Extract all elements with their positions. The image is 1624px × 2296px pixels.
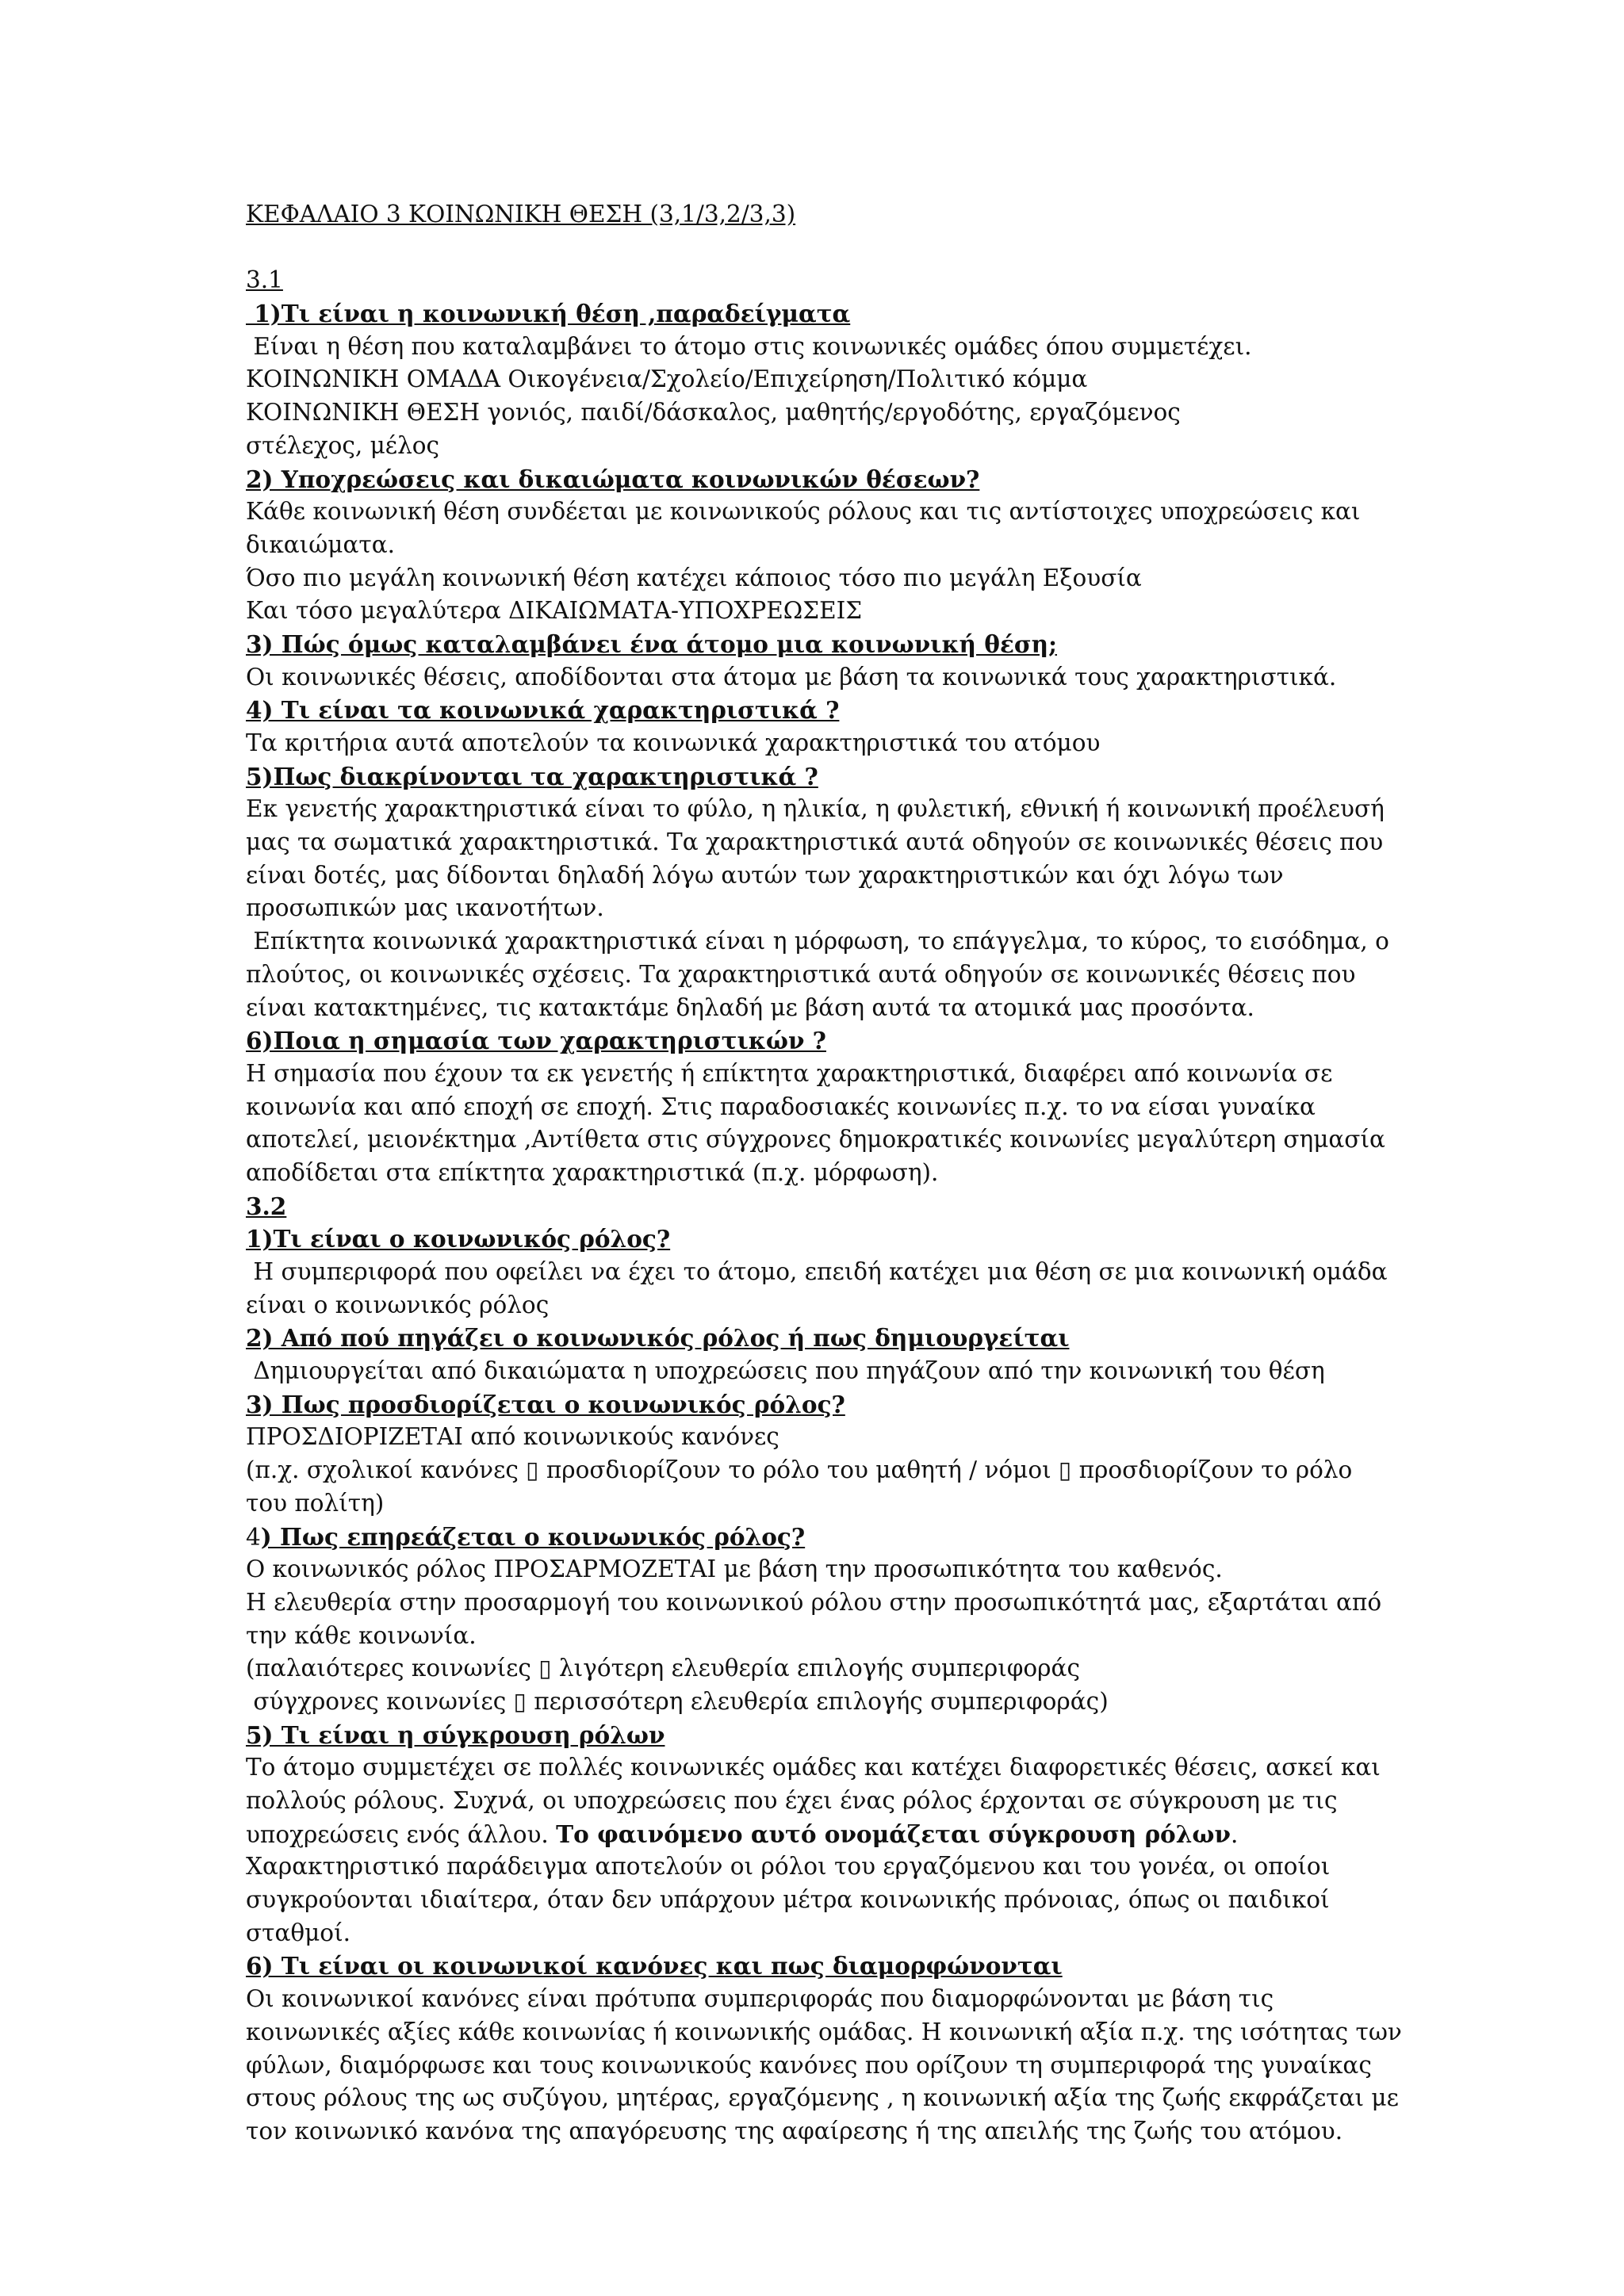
paragraph-line: πολλούς ρόλους. Συχνά, οι υποχρεώσεις που έχει ένας ρόλος έρχονται σε σύγκρουση με τις	[246, 1787, 1338, 1814]
text-run: .	[1230, 1820, 1239, 1848]
paragraph-line: Επίκτητα κοινωνικά χαρακτηριστικά είναι η μόρφωση, το επάγγελμα, το κύρος, το εισόδημα, ο	[246, 928, 1389, 955]
paragraph-line: Οι κοινωνικοί κανόνες είναι πρότυπα συμπεριφοράς που διαμορφώνονται με βάση τις	[246, 1985, 1274, 2013]
document-page	[246, 198, 1402, 2149]
section-heading-3-1: 3.1	[246, 266, 283, 294]
question-heading: 1)Τι είναι ο κοινωνικός ρόλος?	[246, 1225, 671, 1253]
question-heading: 3) Πώς όμως καταλαμβάνει ένα άτομο μια κοινωνική θέση;	[246, 629, 1057, 658]
question-heading: 3) Πως προσδιορίζεται ο κοινωνικός ρόλος?	[246, 1390, 845, 1418]
question-heading: 2) Υποχρεώσεις και δικαιώματα κοινωνικών θέσεων?	[246, 465, 980, 493]
paragraph-line: Η σημασία που έχουν τα εκ γενετής ή επίκτητα χαρακτηριστικά, διαφέρει από κοινωνία σε	[246, 1059, 1333, 1087]
paragraph-line: Η ελευθερία στην προσαρμογή του κοινωνικού ρόλου στην προσωπικότητά μας, εξαρτάται από	[246, 1588, 1382, 1616]
question-heading: 4) Τι είναι τα κοινωνικά χαρακτηριστικά ?	[246, 696, 840, 725]
paragraph-line: τον κοινωνικό κανόνα της απαγόρευσης της αφαίρεσης ή της απειλής της ζωής του ατόμου.	[246, 2117, 1343, 2145]
paragraph-line: Οι κοινωνικές θέσεις, αποδίδονται στα άτομα με βάση τα κοινωνικά τους χαρακτηριστικά.	[246, 663, 1337, 691]
paragraph-line: μας τα σωματικά χαρακτηριστικά. Τα χαρακτηριστικά αυτά οδηγούν σε κοινωνικές θέσεις που	[246, 828, 1384, 856]
paragraph-line: Τα κριτήρια αυτά αποτελούν τα κοινωνικά χαρακτηριστικά του ατόμου	[246, 729, 1101, 756]
paragraph-line: ΚΟΙΝΩΝΙΚΗ ΘΕΣΗ γονιός, παιδί/δάσκαλος, μαθητής/εργοδότης, εργαζόμενος	[246, 399, 1181, 427]
question-heading: 5)Πως διακρίνονται τα χαρακτηριστικά ?	[246, 762, 818, 790]
paragraph-line: Όσο πιο μεγάλη κοινωνική θέση κατέχει κάποιος τόσο πιο μεγάλη Εξουσία	[246, 564, 1142, 591]
question-heading: 1)Τι είναι η κοινωνική θέση ,παραδείγματα	[246, 300, 851, 328]
paragraph-line: (π.χ. σχολικοί κανόνες ▯ προσδιορίζουν το ρόλο του μαθητή / νόμοι ▯ προσδιορίζουν το ρόλο	[246, 1456, 1353, 1484]
question-text: ) Πως επηρεάζεται ο κοινωνικός ρόλος?	[260, 1522, 806, 1551]
paragraph-line: προσωπικών μας ικανοτήτων.	[246, 894, 604, 922]
paragraph-line: αποτελεί, μειονέκτημα ,Αντίθετα στις σύγχρονες δημοκρατικές κοινωνίες μεγαλύτερη σημασία	[246, 1126, 1385, 1154]
paragraph-line: στους ρόλους της ως συζύγου, μητέρας, εργαζόμενης , η κοινωνική αξία της ζωής εκφράζεται με	[246, 2084, 1399, 2112]
paragraph-line: είναι κατακτημένες, τις κατακτάμε δηλαδή με βάση αυτά τα ατομικά μας προσόντα.	[246, 993, 1254, 1021]
paragraph-line: στέλεχος, μέλος	[246, 431, 440, 459]
paragraph-line: είναι ο κοινωνικός ρόλος	[246, 1291, 550, 1318]
paragraph-line: Κάθε κοινωνική θέση συνδέεται με κοινωνικούς ρόλους και τις αντίστοιχες υποχρεώσεις και	[246, 498, 1361, 526]
chapter-title: ΚΕΦΑΛΑΙΟ 3 ΚΟΙΝΩΝΙΚΗ ΘΕΣΗ (3,1/3,2/3,3)	[246, 201, 796, 228]
spacer	[246, 232, 1388, 265]
paragraph-line: Εκ γενετής χαρακτηριστικά είναι το φύλο, η ηλικία, η φυλετική, εθνική ή κοινωνική προέλευσή	[246, 795, 1385, 823]
paragraph-line: συγκρούονται ιδιαίτερα, όταν δεν υπάρχουν μέτρα κοινωνικής πρόνοιας, όπως οι παιδικοί	[246, 1886, 1330, 1914]
paragraph-line: Χαρακτηριστικό παράδειγμα αποτελούν οι ρόλοι του εργαζόμενου και του γονέα, οι οποίοι	[246, 1853, 1331, 1881]
paragraph-line: φύλων, διαμόρφωσε και τους κοινωνικούς κανόνες που ορίζουν τη συμπεριφορά της γυναίκας	[246, 2051, 1372, 2079]
paragraph-line: την κάθε κοινωνία.	[246, 1621, 477, 1649]
paragraph-line: ΚΟΙΝΩΝΙΚΗ ΟΜΑΔΑ Οικογένεια/Σχολείο/Επιχείρηση/Πολιτικό κόμμα	[246, 365, 1088, 393]
text-run: υποχρεώσεις ενός άλλου.	[246, 1820, 557, 1848]
emphasis-text: Το φαινόμενο αυτό ονομάζεται σύγκρουση ρόλων	[556, 1820, 1231, 1848]
paragraph-line: Ο κοινωνικός ρόλος ΠΡΟΣΑΡΜΟΖΕΤΑΙ με βάση την προσωπικότητα του καθενός.	[246, 1556, 1223, 1583]
paragraph-line: Δημιουργείται από δικαιώματα η υποχρεώσεις που πηγάζουν από την κοινωνική του θέση	[246, 1357, 1325, 1385]
question-heading: 6)Ποια η σημασία των χαρακτηριστικών ?	[246, 1027, 826, 1055]
paragraph-line: (παλαιότερες κοινωνίες ▯ λιγότερη ελευθερία επιλογής συμπεριφοράς	[246, 1655, 1080, 1682]
paragraph-line	[246, 1818, 1388, 1851]
paragraph-line: δικαιώματα.	[246, 530, 396, 558]
paragraph-line: ΠΡΟΣΔΙΟΡΙΖΕΤΑΙ από κοινωνικούς κανόνες	[246, 1423, 779, 1451]
paragraph-line: είναι δοτές, μας δίδονται δηλαδή λόγω αυτών των χαρακτηριστικών και όχι λόγω των	[246, 861, 1284, 889]
paragraph-line: κοινωνικές αξίες κάθε κοινωνίας ή κοινωνικής ομάδας. Η κοινωνική αξία π.χ. της ισότητας των	[246, 2018, 1402, 2045]
question-heading: 2) Από πού πηγάζει ο κοινωνικός ρόλος ή πως δημιουργείται	[246, 1324, 1070, 1353]
paragraph-line: αποδίδεται στα επίκτητα χαρακτηριστικά (π.χ. μόρφωση).	[246, 1158, 939, 1186]
paragraph-line: Η συμπεριφορά που οφείλει να έχει το άτομο, επειδή κατέχει μια θέση σε μια κοινωνική ομάδα	[246, 1258, 1388, 1285]
paragraph-line: σύγχρονες κοινωνίες ▯ περισσότερη ελευθερία επιλογής συμπεριφοράς)	[246, 1687, 1109, 1715]
question-number: 4	[246, 1523, 261, 1551]
paragraph-line: κοινωνία και από εποχή σε εποχή. Στις παραδοσιακές κοινωνίες π.χ. το να είσαι γυναίκα	[246, 1093, 1316, 1120]
question-heading: 5) Τι είναι η σύγκρουση ρόλων	[246, 1720, 665, 1749]
paragraph-line: Είναι η θέση που καταλαμβάνει το άτομο στις κοινωνικές ομάδες όπου συμμετέχει.	[246, 332, 1252, 360]
question-heading: 6) Τι είναι οι κοινωνικοί κανόνες και πως διαμορφώνονται	[246, 1952, 1063, 1980]
section-heading-3-2: 3.2	[246, 1192, 287, 1220]
paragraph-line: Και τόσο μεγαλύτερα ΔΙΚΑΙΩΜΑΤΑ-ΥΠΟΧΡΕΩΣΕΙΣ	[246, 597, 863, 625]
paragraph-line: Το άτομο συμμετέχει σε πολλές κοινωνικές ομάδες και κατέχει διαφορετικές θέσεις, ασκεί και	[246, 1754, 1381, 1781]
paragraph-line: του πολίτη)	[246, 1489, 385, 1517]
paragraph-line: πλούτος, οι κοινωνικές σχέσεις. Τα χαρακτηριστικά αυτά οδηγούν σε κοινωνικές θέσεις που	[246, 960, 1356, 988]
paragraph-line: σταθμοί.	[246, 1919, 351, 1946]
question-heading	[246, 1521, 1388, 1554]
